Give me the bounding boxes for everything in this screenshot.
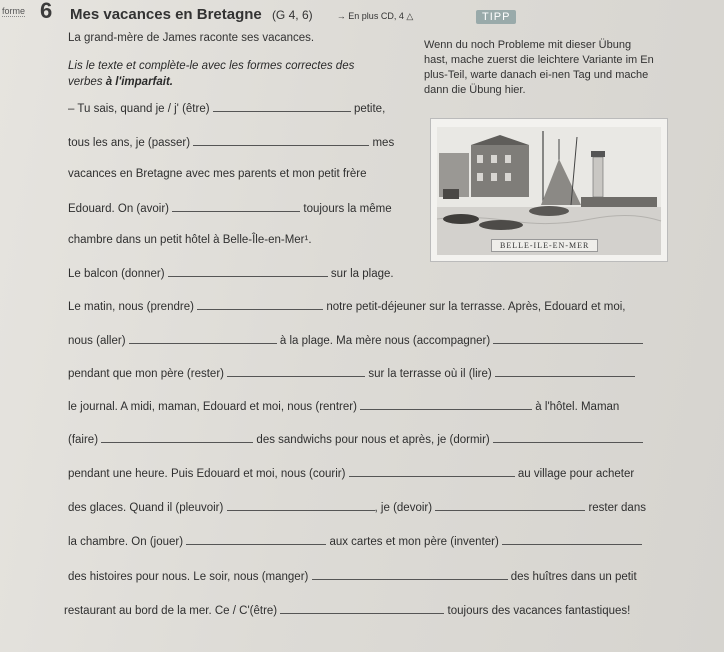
- text-line: [68, 168, 367, 180]
- line-before: vacances en Bretagne avec mes parents et mon petit frère: [68, 168, 367, 180]
- text-line: [64, 603, 630, 617]
- answer-blank[interactable]: [227, 366, 365, 377]
- line-after: à l'hôtel. Maman: [532, 401, 620, 413]
- line-before: Edouard. On (avoir): [68, 203, 173, 215]
- answer-blank[interactable]: [312, 569, 508, 580]
- answer-blank[interactable]: [213, 101, 351, 112]
- line-before: restaurant au bord de la mer. Ce / C'(être): [64, 605, 281, 617]
- line-after: mes: [369, 137, 395, 149]
- instruction: [68, 58, 388, 90]
- text-line: [68, 366, 635, 380]
- answer-blank[interactable]: [435, 500, 585, 511]
- text-line: [68, 101, 385, 115]
- line-before: pendant que mon père (rester): [68, 368, 228, 380]
- answer-blank[interactable]: [172, 201, 300, 212]
- text-line: [68, 500, 646, 514]
- line-after: aux cartes et mon père (inventer): [326, 536, 503, 548]
- text-line: [68, 266, 394, 280]
- line-before: chambre dans un petit hôtel à Belle-Île-en-Mer¹.: [68, 234, 312, 246]
- line-after: petite,: [350, 103, 386, 115]
- line-before: tous les ans, je (passer): [68, 137, 194, 149]
- text-line: [68, 569, 637, 583]
- line-tail: rester dans: [585, 502, 646, 514]
- line-after: toujours la même: [300, 203, 392, 215]
- line-after: au village pour acheter: [514, 468, 635, 480]
- text-line: [68, 234, 312, 246]
- line-after: notre petit-déjeuner sur la terrasse. Après, Edouard et moi,: [323, 301, 626, 313]
- text-line: [68, 135, 394, 149]
- line-before: pendant une heure. Puis Edouard et moi, nous (courir): [68, 468, 349, 480]
- answer-blank[interactable]: [493, 333, 643, 344]
- intro-text: La grand-mère de James raconte ses vacances.: [68, 32, 315, 44]
- line-before: Le balcon (donner): [68, 268, 168, 280]
- tipp-label: TIPP: [476, 10, 516, 24]
- tipp-text: Wenn du noch Probleme mit dieser Übung hast, mache zuerst die leichtere Variante im En plus-Teil, warte danach ei-nen Tag und mache dann die Übung hier.: [424, 39, 654, 96]
- answer-blank[interactable]: [349, 466, 515, 477]
- instruction-bold: à l'imparfait.: [105, 76, 174, 88]
- line-after: sur la terrasse où il (lire): [365, 368, 495, 380]
- belle-ile-photo: [430, 118, 668, 262]
- line-after: à la plage. Ma mère nous (accompagner): [276, 335, 494, 347]
- line-before: le journal. A midi, maman, Edouard et moi, nous (rentrer): [68, 401, 361, 413]
- line-before: des glaces. Quand il (pleuvoir): [68, 502, 227, 514]
- line-after: sur la plage.: [327, 268, 394, 280]
- line-after: toujours des vacances fantastiques!: [444, 605, 631, 617]
- line-after: , je (devoir): [374, 502, 436, 514]
- cross-ref: → En plus CD, 4 △: [336, 11, 414, 21]
- title-text: Mes vacances en Bretagne: [70, 6, 262, 23]
- answer-blank[interactable]: [227, 500, 375, 511]
- line-before: – Tu sais, quand je / j' (être): [68, 103, 213, 115]
- line-before: des histoires pour nous. Le soir, nous (manger): [68, 571, 312, 583]
- answer-blank[interactable]: [495, 366, 635, 377]
- exercise-number: 6: [40, 0, 53, 23]
- text-line: [68, 299, 625, 313]
- answer-blank[interactable]: [129, 333, 277, 344]
- line-after: des huîtres dans un petit: [507, 571, 637, 583]
- text-line: [68, 432, 643, 446]
- answer-blank[interactable]: [197, 299, 323, 310]
- line-before: la chambre. On (jouer): [68, 536, 187, 548]
- margin-note: forme: [2, 6, 26, 16]
- answer-blank[interactable]: [101, 432, 253, 443]
- instruction-text: Lis le texte et complète-le avec les formes correctes des verbes: [68, 60, 355, 88]
- line-before: Le matin, nous (prendre): [68, 301, 198, 313]
- answer-blank[interactable]: [280, 603, 444, 614]
- line-after: des sandwichs pour nous et après, je (dormir): [253, 434, 493, 446]
- text-line: [68, 399, 619, 413]
- grammar-ref: (G 4, 6): [271, 8, 313, 22]
- photo-caption: BELLE-ILE-EN-MER: [491, 239, 598, 252]
- line-before: nous (aller): [68, 335, 129, 347]
- answer-blank[interactable]: [186, 534, 326, 545]
- text-line: [68, 466, 634, 480]
- text-line: [68, 201, 392, 215]
- text-line: [68, 333, 643, 347]
- line-before: (faire): [68, 434, 102, 446]
- exercise-title: [70, 6, 413, 23]
- answer-blank[interactable]: [193, 135, 369, 146]
- answer-blank[interactable]: [360, 399, 532, 410]
- answer-blank[interactable]: [493, 432, 643, 443]
- answer-blank[interactable]: [502, 534, 642, 545]
- text-line: [68, 534, 642, 548]
- answer-blank[interactable]: [168, 266, 328, 277]
